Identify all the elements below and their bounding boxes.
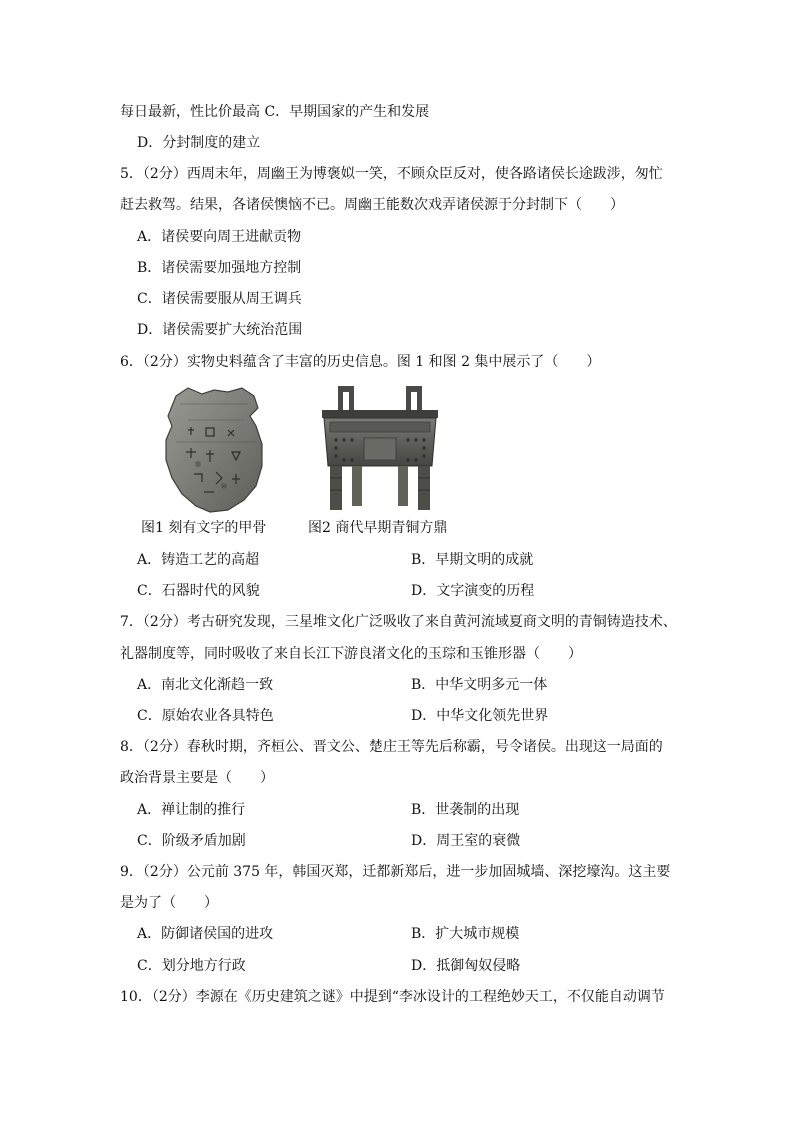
q8-option-c: C．阶级矛盾加剧 <box>137 833 246 849</box>
q7-option-b: B．中华文明多元一体 <box>411 677 548 693</box>
q8-option-d: D．周王室的衰微 <box>411 833 521 849</box>
q5-stem-line1: 5．（2分）西周末年，周幽王为博褒姒一笑，不顾众臣反对，使各路诸侯长途跋涉，匆忙 <box>120 166 663 182</box>
q9-stem-line1: 9．（2分）公元前 375 年，韩国灭郑，迁都新郑后，进一步加固城墙、深挖壕沟。这主要 <box>120 864 671 880</box>
q6-stem-line1: 6．（2分）实物史料蕴含了丰富的历史信息。图 1 和图 2 集中展示了（ ） <box>120 354 601 370</box>
carryover-line: 每日最新，性比价最高 C．早期国家的产生和发展 <box>120 104 430 120</box>
bronze-ding-image <box>316 382 444 516</box>
figure-1-caption: 图1 刻有文字的甲骨 <box>141 520 267 536</box>
q9-option-b: B．扩大城市规模 <box>411 926 520 942</box>
q9-option-c: C．划分地方行政 <box>137 958 246 974</box>
q8-stem-line2: 政治背景主要是（ ） <box>120 770 274 786</box>
q7-stem-line1: 7．（2分）考古研究发现，三星堆文化广泛吸收了来自黄河流域夏商文明的青铜铸造技术、 <box>120 614 677 630</box>
figure-2-caption: 图2 商代早期青铜方鼎 <box>308 520 448 536</box>
option-d-prev: D．分封制度的建立 <box>137 135 261 151</box>
q6-option-c: C．石器时代的风貌 <box>137 583 260 599</box>
q6-option-a: A．铸造工艺的高超 <box>137 552 260 568</box>
q8-option-a: A．禅让制的推行 <box>137 802 246 818</box>
q5-stem-line2: 赶去救驾。结果，各诸侯懊恼不已。周幽王能数次戏弄诸侯源于分封制下（ ） <box>120 197 624 213</box>
q7-option-a: A．南北文化渐趋一致 <box>137 677 274 693</box>
q5-option-b: B．诸侯需要加强地方控制 <box>137 260 302 276</box>
q6-option-b: B．早期文明的成就 <box>411 552 534 568</box>
q9-stem-line2: 是为了（ ） <box>120 895 218 911</box>
q6-option-d: D．文字演变的历程 <box>411 583 535 599</box>
q8-option-b: B．世袭制的出现 <box>411 802 520 818</box>
oracle-bone-image <box>158 386 270 514</box>
q8-stem-line1: 8．（2分）春秋时期，齐桓公、晋文公、楚庄王等先后称霸，号令诸侯。出现这一局面的 <box>120 739 663 755</box>
q5-option-a: A．诸侯要向周王进献贡物 <box>137 229 302 245</box>
q10-stem-line1: 10．（2分）李源在《历史建筑之谜》中提到“李冰设计的工程绝妙天工，不仅能自动调节 <box>120 989 665 1005</box>
q5-option-c: C．诸侯需要服从周王调兵 <box>137 291 302 307</box>
q7-option-c: C．原始农业各具特色 <box>137 708 274 724</box>
q7-option-d: D．中华文化领先世界 <box>411 708 549 724</box>
q9-option-d: D．抵御匈奴侵略 <box>411 958 521 974</box>
q7-stem-line2: 礼器制度等，同时吸收了来自长江下游良渚文化的玉琮和玉锥形器（ ） <box>120 646 582 662</box>
q5-option-d: D．诸侯需要扩大统治范围 <box>137 322 303 338</box>
q9-option-a: A．防御诸侯国的进攻 <box>137 926 274 942</box>
